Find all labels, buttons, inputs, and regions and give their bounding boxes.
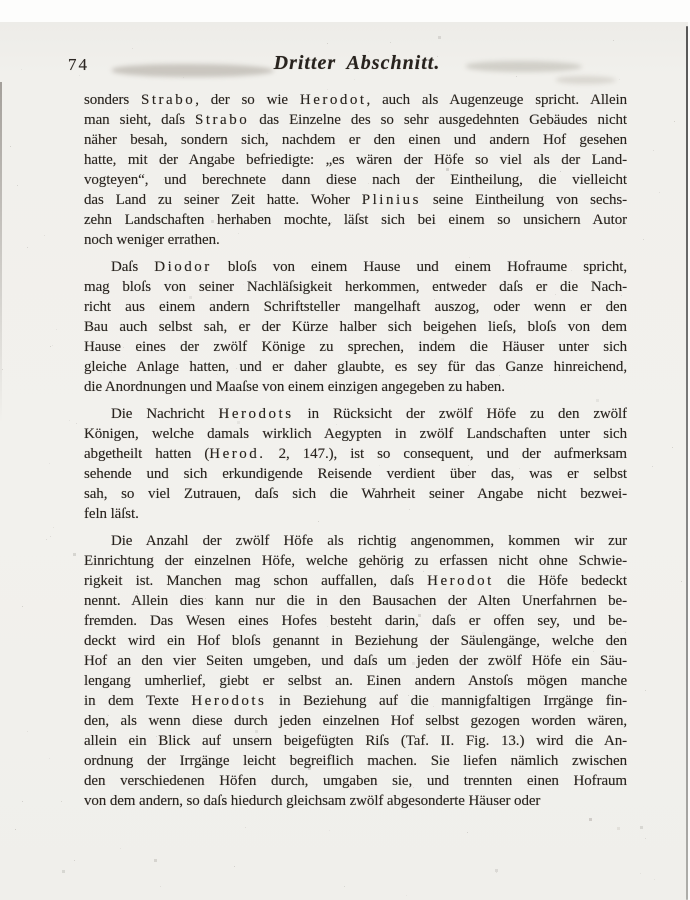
text-segment: in dem Texte (84, 693, 192, 709)
text-segment: vogteyen“, und berechnete dann diese nach der Eintheilung, die vielleicht (84, 172, 627, 188)
text-segment: Hof an den vier Seiten umgeben, und daſs um jeden der zwölf Höfe ein Säu- (84, 653, 627, 669)
text-segment: den, als wenn diese durch jeden einzelnen Hof selbst gezogen worden wären, (84, 713, 627, 729)
text-segment: bloſs von einem Hause und einem Hofraume spricht, (211, 259, 627, 275)
book-edge-line (686, 26, 688, 900)
text-segment: fremden. Das Wesen eines Hofes besteht darin, daſs er offen sey, und be- (84, 613, 627, 629)
letterspaced-proper-name: Herodot (299, 92, 367, 108)
text-segment: sehende und sich erkundigende Reisende verdient über das, was er selbst (84, 466, 627, 482)
text-segment: ordnung der Irrgänge leicht begreiflich machen. Sie liefen nämlich zwischen (84, 753, 627, 769)
chapter-running-head: Dritter Abschnitt. (273, 52, 441, 74)
text-segment: lengang umherlief, giebt er selbst an. Einen andern Anstoſs mögen manche (84, 673, 627, 689)
paper-speckles (0, 0, 1, 1)
text-line (84, 377, 627, 397)
text-segment: Einrichtung der einzelnen Höfe, welche gehörig zu erfassen nicht ohne Schwie- (84, 553, 627, 569)
text-line (84, 651, 627, 671)
text-line (84, 751, 627, 771)
text-segment: Daſs (111, 259, 155, 275)
text-line (84, 150, 627, 170)
text-segment: allein ein Blick auf unsern beigefügten Riſs (Taf. II. Fig. 13.) wird die An- (84, 733, 627, 749)
text-segment: Königen, welche damals wirklich Aegypten in zwölf Landschaften unter sich (84, 426, 627, 442)
text-line (84, 791, 627, 811)
text-segment: in Rücksicht der zwölf Höfe zu den zwölf (293, 406, 627, 422)
text-segment: 2, 147.), ist so consequent, und der aufmerksam (265, 446, 627, 462)
text-line (84, 210, 627, 230)
text-segment: den verschiedenen Höfen durch, umgaben sie, und trennten einen Hofraum (84, 773, 627, 789)
text-segment: rigkeit ist. Manchen mag schon auffallen, daſs (84, 573, 428, 589)
text-line (84, 671, 627, 691)
text-segment: seine Eintheilung von sechs- (420, 192, 627, 208)
text-segment: sah, so viel Zutrauen, daſs sich die Wahrheit seiner Angabe nicht bezwei- (84, 486, 627, 502)
text-line (84, 691, 627, 711)
paragraph (84, 531, 627, 811)
text-segment: das Einzelne des so sehr ausgedehnten Gebäudes nicht (249, 112, 627, 128)
letterspaced-proper-name: Diodor (154, 259, 212, 275)
text-segment: das Land zu seiner Zeit hatte. Woher (84, 192, 362, 208)
text-segment: die Anordnungen und Maaſse von einem einzigen angegeben zu haben. (84, 379, 505, 395)
letterspaced-proper-name: Strabo (195, 112, 250, 128)
text-line (84, 611, 627, 631)
text-line (84, 711, 627, 731)
paragraph (84, 404, 627, 524)
text-segment: deckt wird ein Hof bloſs genannt in Beziehung der Säulengänge, welche den (84, 633, 627, 649)
letterspaced-proper-name: Herod. (209, 446, 266, 462)
text-segment: Die Anzahl der zwölf Höfe als richtig angenommen, kommen wir zur (111, 533, 627, 549)
text-segment: Die Nachricht (111, 406, 219, 422)
text-line (84, 337, 627, 357)
text-segment: Bau auch selbst sah, er der Kürze halber sich beigehen lieſs, bloſs von dem (84, 319, 627, 335)
text-segment: feln läſst. (84, 506, 139, 522)
text-line (84, 424, 627, 444)
text-line (84, 444, 627, 464)
text-line (84, 297, 627, 317)
text-line (84, 404, 627, 424)
text-line (84, 591, 627, 611)
letterspaced-proper-name: Plinius (361, 192, 421, 208)
text-line (84, 170, 627, 190)
text-block (84, 90, 627, 811)
text-segment: mag bloſs von seiner Nachläſsigkeit herkommen, entweder daſs er die Nach- (84, 279, 627, 295)
letterspaced-proper-name: Herodots (191, 693, 267, 709)
left-edge-shadow (0, 82, 2, 422)
text-segment: abgetheilt hatten ( (84, 446, 210, 462)
ink-showthrough-smudge (556, 76, 616, 84)
text-segment: sonders (84, 92, 142, 108)
text-segment: , der so wie (195, 92, 300, 108)
text-segment: von dem andern, so daſs hiedurch gleichsam zwölf abgesonderte Häuser oder (84, 793, 541, 809)
text-segment: gleiche Anlage hatten, und er daher glaubte, es sey für das Ganze hinreichend, (84, 359, 627, 375)
text-segment: die Höfe bedeckt (493, 573, 627, 589)
text-line (84, 110, 627, 130)
text-line (84, 90, 627, 110)
text-segment: näher besah, sondern sich, nachdem er den einen und andern Hof gesehen (84, 132, 627, 148)
page-number: 74 (68, 55, 89, 74)
text-line (84, 504, 627, 524)
text-segment: hatte, mit der Angabe befriedigte: „es wären der Höfe so viel als der Land- (84, 152, 627, 168)
scanner-top-margin (0, 0, 690, 22)
text-line (84, 190, 627, 210)
letterspaced-proper-name: Herodots (218, 406, 294, 422)
text-line (84, 130, 627, 150)
paragraph (84, 90, 627, 250)
text-line (84, 531, 627, 551)
text-line (84, 464, 627, 484)
text-segment: man sieht, daſs (84, 112, 196, 128)
text-segment: in Beziehung auf die mannigfaltigen Irrgänge fin- (266, 693, 627, 709)
letterspaced-proper-name: Strabo (141, 92, 196, 108)
text-line (84, 357, 627, 377)
text-line (84, 484, 627, 504)
letterspaced-proper-name: Herodot (427, 573, 494, 589)
text-line (84, 317, 627, 337)
text-line (84, 230, 627, 250)
text-segment: noch weniger errathen. (84, 232, 220, 248)
text-line (84, 631, 627, 651)
text-line (84, 571, 627, 591)
text-segment: Hause eines der zwölf Könige zu sprechen, indem die Häuser unter sich (84, 339, 627, 355)
text-segment: nennt. Allein dies kann nur die in den Bausachen der Alten Unerfahrnen be- (84, 593, 627, 609)
text-line (84, 277, 627, 297)
text-line (84, 257, 627, 277)
paragraph (84, 257, 627, 397)
text-segment: , auch als Augenzeuge spricht. Allein (366, 92, 627, 108)
text-line (84, 731, 627, 751)
text-line (84, 771, 627, 791)
text-segment: richt aus einem andern Schriftsteller mangelhaft auszog, oder wenn er den (84, 299, 627, 315)
text-line (84, 551, 627, 571)
text-segment: zehn Landschaften herhaben mochte, läſst sich bei einem so unsichern Autor (84, 212, 627, 228)
